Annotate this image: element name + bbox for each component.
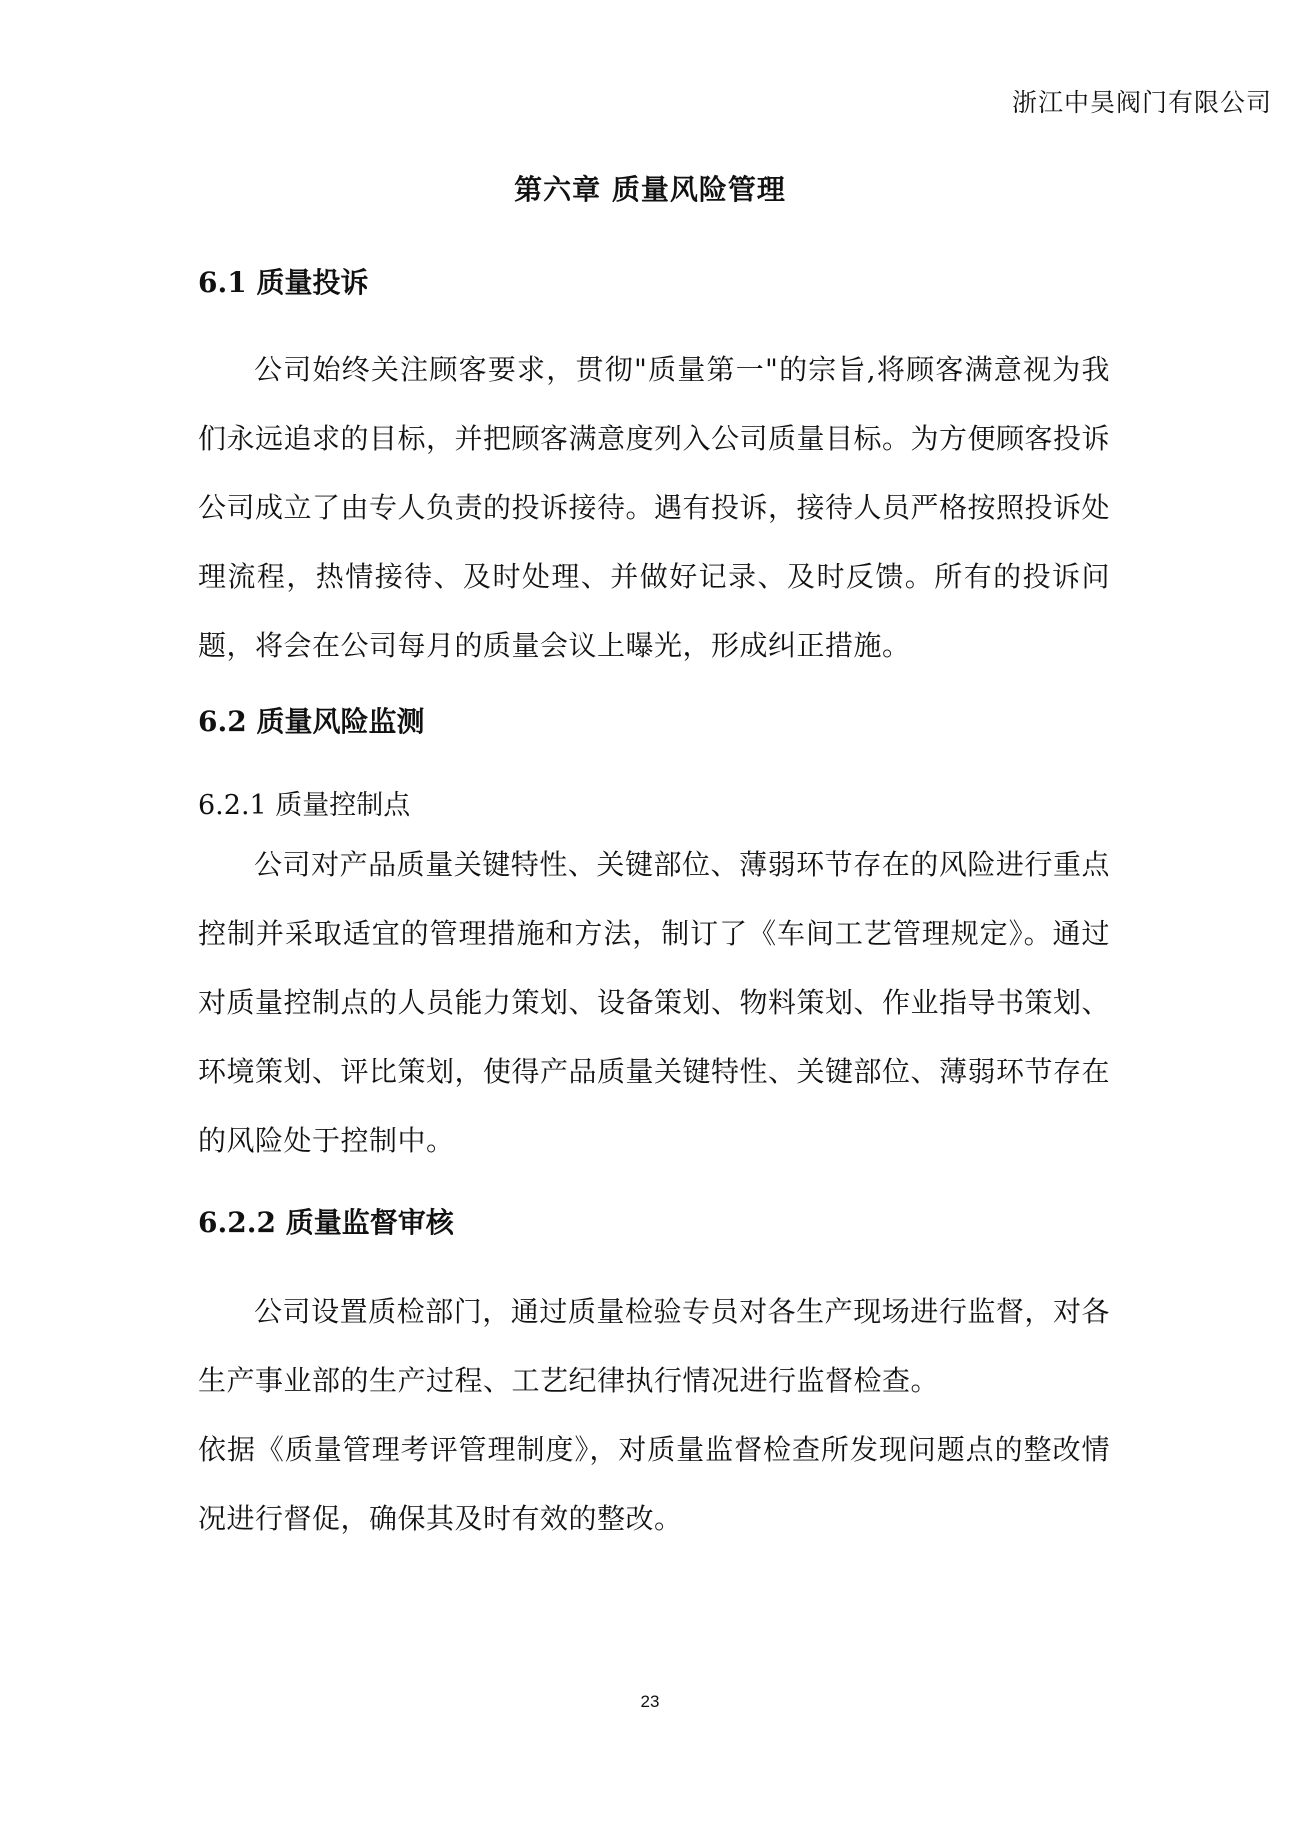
document-body xyxy=(198,263,1110,1553)
section-heading-6-2: 6.2 质量风险监测 xyxy=(198,705,425,738)
section-6-1-paragraph: 公司始终关注顾客要求，贯彻"质量第一"的宗旨,将顾客满意视为我们永远追求的目标，并把顾客满意度列入公司质量目标。为方便顾客投诉公司成立了由专人负责的投诉接待。遇有投诉，接待人员严格按照投诉处理流程，热情接待、及时处理、并做好记录、及时反馈。所有的投诉问题，将会在公司每月的质量会议上曝光，形成纠正措施。 xyxy=(198,353,1111,662)
chapter-title: 第六章 质量风险管理 xyxy=(514,173,786,206)
section-heading-6-2-2: 6.2.2 质量监督审核 xyxy=(198,1206,454,1239)
section-heading-6-1: 6.1 质量投诉 xyxy=(198,266,369,299)
section-6-2-1-paragraph: 公司对产品质量关键特性、关键部位、薄弱环节存在的风险进行重点控制并采取适宜的管理措施和方法，制订了《车间工艺管理规定》。通过对质量控制点的人员能力策划、设备策划、物料策划、作业指导书策划、环境策划、评比策划，使得产品质量关键特性、关键部位、薄弱环节存在的风险处于控制中。 xyxy=(198,848,1111,1157)
section-6-2-2-paragraph-1: 公司设置质检部门，通过质量检验专员对各生产现场进行监督，对各生产事业部的生产过程、工艺纪律执行情况进行监督检查。 xyxy=(198,1295,1110,1397)
page-header-company: 浙江中昊阀门有限公司 xyxy=(1011,88,1272,117)
section-6-2-2-paragraph-2: 依据《质量管理考评管理制度》，对质量监督检查所发现问题点的整改情况进行督促，确保其及时有效的整改。 xyxy=(198,1433,1110,1535)
section-heading-6-2-1: 6.2.1 质量控制点 xyxy=(198,790,411,821)
page-number: 23 xyxy=(640,1692,660,1711)
